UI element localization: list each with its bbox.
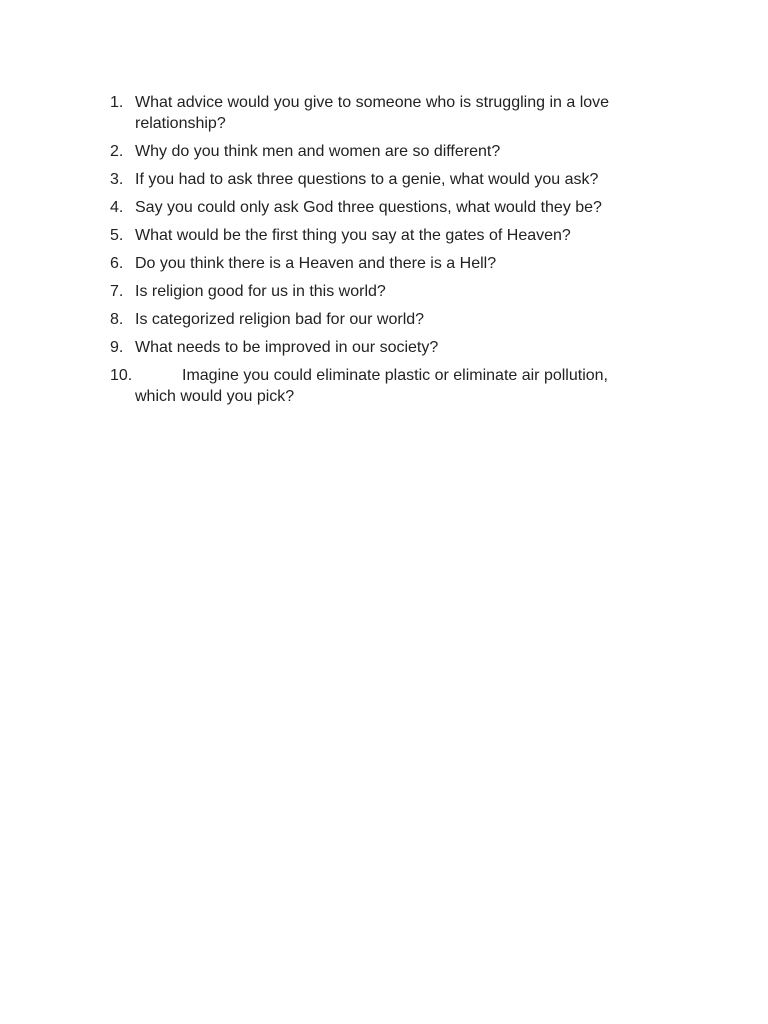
item-number: 3. — [110, 171, 124, 188]
item-number: 4. — [110, 199, 124, 216]
item-text: Why do you think men and women are so different? — [135, 143, 501, 160]
question-list — [110, 92, 650, 414]
list-item — [110, 365, 650, 407]
list-item — [110, 141, 650, 162]
list-item — [110, 225, 650, 246]
item-text: Is religion good for us in this world? — [135, 283, 386, 300]
item-text: Do you think there is a Heaven and there is a Hell? — [135, 255, 497, 272]
item-number: 8. — [110, 311, 124, 328]
item-number: 2. — [110, 143, 124, 160]
item-number: 9. — [110, 339, 124, 356]
list-item — [110, 309, 650, 330]
item-text: What would be the first thing you say at the gates of Heaven? — [135, 227, 571, 244]
item-text: Say you could only ask God three questions, what would they be? — [135, 199, 602, 216]
list-item — [110, 253, 650, 274]
item-text: Is categorized religion bad for our world? — [135, 311, 425, 328]
item-text: What advice would you give to someone who is struggling in a love relationship? — [135, 94, 610, 132]
item-text: What needs to be improved in our society? — [135, 339, 439, 356]
list-item — [110, 92, 650, 134]
item-text: Imagine you could eliminate plastic or eliminate air pollution, which would you pick? — [135, 367, 608, 405]
item-number: 5. — [110, 227, 124, 244]
list-item — [110, 169, 650, 190]
item-number: 10. — [110, 367, 133, 384]
item-number: 1. — [110, 94, 124, 111]
list-item — [110, 337, 650, 358]
item-number: 7. — [110, 283, 124, 300]
list-item — [110, 197, 650, 218]
item-number: 6. — [110, 255, 124, 272]
list-item — [110, 281, 650, 302]
item-text: If you had to ask three questions to a genie, what would you ask? — [135, 171, 599, 188]
